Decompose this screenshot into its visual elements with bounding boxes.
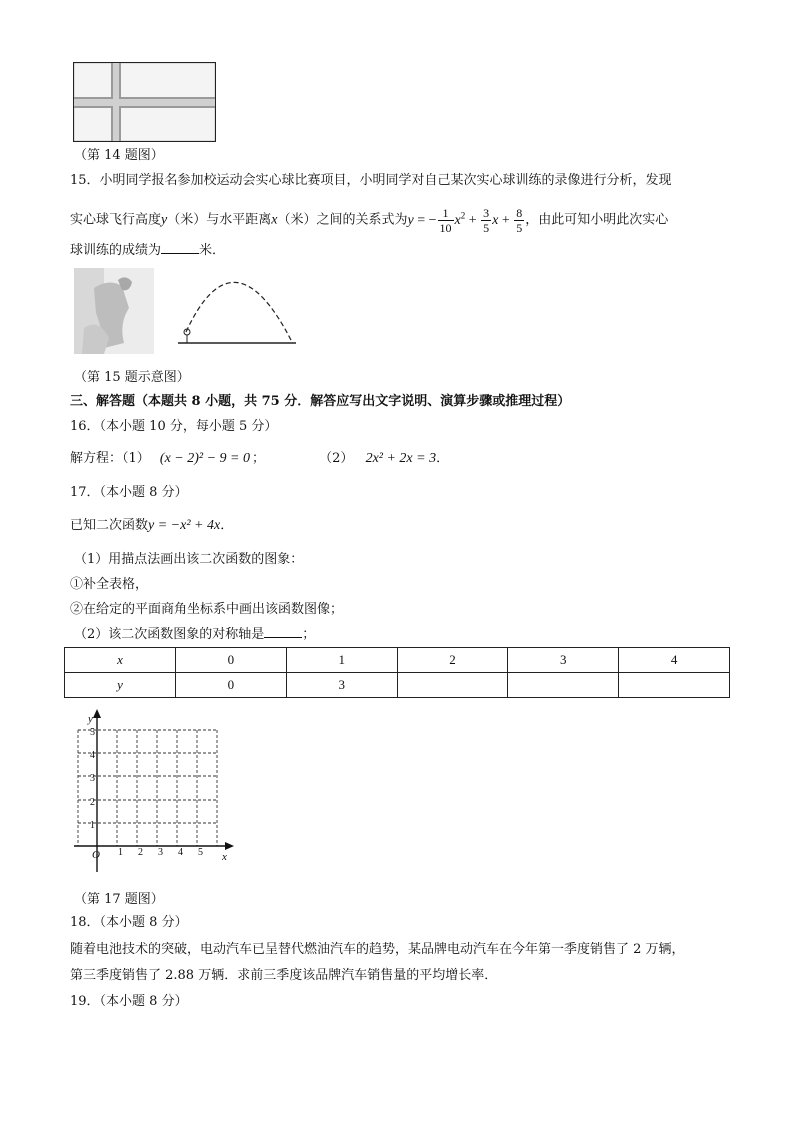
q15-parabola-sketch — [174, 268, 298, 348]
y-axis-arrow — [93, 709, 101, 718]
q17-given: 已知二次函数y = −x² + 4x． — [70, 518, 234, 533]
table-cell-blank[interactable] — [619, 673, 730, 698]
q15-line3: 球训练的成绩为 米． — [70, 243, 226, 258]
q16-eq1: (x − 2)² − 9 = 0 — [159, 451, 250, 466]
q15-answer-blank[interactable] — [161, 241, 199, 254]
q18-line1: 随着电池技术的突破，电动汽车已呈替代燃油汽车的趋势，某品牌电动汽车在今年第一季度销售了 2 万辆， — [70, 942, 685, 957]
y-tick-label: 2 — [90, 797, 95, 808]
table-cell: 0 — [176, 673, 287, 698]
q17-header: 17．（本小题 8 分） — [70, 485, 188, 500]
q15-photo — [74, 268, 154, 354]
q17-caption: （第 17 题图） — [74, 892, 164, 907]
q17-value-table — [64, 647, 730, 698]
table-cell: 0 — [176, 648, 287, 673]
table-row-x — [65, 648, 730, 673]
y-tick-label: 5 — [90, 727, 95, 738]
table-cell-blank[interactable] — [397, 673, 508, 698]
q19-header: 19．（本小题 8 分） — [70, 994, 188, 1009]
q15-athlete-photo — [74, 268, 154, 354]
y-tick-label: 4 — [90, 750, 95, 761]
section-3-title: 三、解答题（本题共 8 小题，共 75 分．解答应写出文字说明、演算步骤或推理过程） — [70, 394, 571, 409]
q15-line2: 实心球飞行高度y（米）与水平距离x（米）之间的关系式为y = − $\frac{1}{10}$ $x^2$ + $\frac{3}{5}$ x + $\frac{8}{5}$ ，由此可知小明此次实心 — [70, 205, 669, 235]
x-tick-label: 3 — [158, 847, 163, 858]
q18-header: 18．（本小题 8 分） — [70, 915, 188, 930]
q14-caption: （第 14 题图） — [74, 148, 164, 163]
q16-header: 16．（本小题 10 分，每小题 5 分） — [70, 419, 278, 434]
table-cell-blank[interactable] — [508, 673, 619, 698]
q17-coordinate-grid — [72, 708, 236, 878]
x-axis-label: x — [222, 851, 227, 863]
q14-cross-image — [73, 62, 216, 142]
x-axis-arrow — [225, 842, 234, 850]
table-cell: 2 — [397, 648, 508, 673]
table-row-y — [65, 673, 730, 698]
q15-line1: 15．小明同学报名参加校运动会实心球比赛项目，小明同学对自己某次实心球训练的录像进行分析，发现 — [70, 173, 672, 188]
q17-axis-blank[interactable] — [264, 625, 302, 638]
y-tick-label: 3 — [90, 773, 95, 784]
y-tick-label: 1 — [90, 820, 95, 831]
table-header-x: x — [65, 648, 176, 673]
x-tick-label: 1 — [118, 847, 123, 858]
q14-figure — [73, 62, 216, 142]
q15-caption: （第 15 题示意图） — [74, 370, 190, 385]
q16-eq2: 2x² + 2x = 3 — [365, 451, 437, 466]
q17-grid-svg — [72, 708, 236, 878]
table-cell: 3 — [286, 673, 397, 698]
x-tick-label: 2 — [138, 847, 143, 858]
q17-part1: （1）用描点法画出该二次函数的图象： — [74, 552, 304, 567]
origin-label: O — [92, 849, 100, 861]
x-tick-label: 5 — [198, 847, 203, 858]
q15-trajectory-figure — [174, 268, 298, 348]
q17-step2: ②在给定的平面商角坐标系中画出该函数图像； — [70, 602, 344, 617]
q15-equation: y = − $\frac{1}{10}$ $x^2$ + $\frac{3}{5}$ x + $\frac{8}{5}$ — [407, 205, 523, 235]
y-axis-label: y — [88, 713, 93, 725]
q17-part2: （2）该二次函数图象的对称轴是 ； — [74, 627, 316, 642]
q17-step1: ①补全表格， — [70, 577, 149, 592]
q16-equations: 解方程：（1） (x − 2)² − 9 = 0 ； （2） 2x² + 2x = 3． — [70, 451, 450, 466]
table-cell: 3 — [508, 648, 619, 673]
table-cell: 1 — [286, 648, 397, 673]
table-header-y: y — [65, 673, 176, 698]
q18-line2: 第三季度销售了 2.88 万辆．求前三季度该品牌汽车销售量的平均增长率． — [70, 968, 498, 983]
table-cell: 4 — [619, 648, 730, 673]
x-tick-label: 4 — [178, 847, 183, 858]
